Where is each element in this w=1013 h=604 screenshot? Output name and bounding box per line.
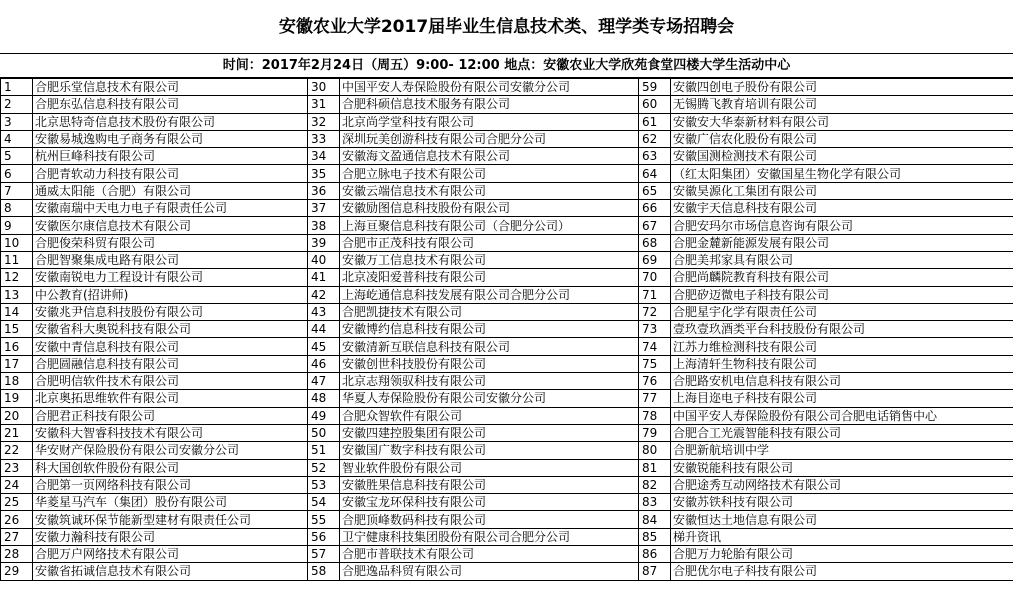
row-number-cell[interactable]: 14 bbox=[1, 303, 33, 320]
company-cell[interactable]: 合肥第一页网络科技有限公司 bbox=[33, 476, 308, 493]
row-number-cell[interactable]: 10 bbox=[1, 234, 33, 251]
row-number-cell[interactable]: 17 bbox=[1, 355, 33, 372]
row-number-cell[interactable]: 29 bbox=[1, 563, 33, 580]
table-row bbox=[1, 338, 1013, 355]
row-number-cell[interactable]: 54 bbox=[308, 494, 340, 511]
company-cell[interactable]: 合肥优尔电子科技有限公司 bbox=[671, 563, 1013, 580]
company-cell[interactable]: 安徽南锐电力工程设计有限公司 bbox=[33, 269, 308, 286]
company-cell[interactable]: 安徽创世科技股份有限公司 bbox=[340, 355, 639, 372]
company-cell[interactable]: 合肥智聚集成电路有限公司 bbox=[33, 251, 308, 268]
company-cell[interactable]: 安徽宇天信息科技有限公司 bbox=[671, 200, 1013, 217]
row-number-cell[interactable]: 37 bbox=[308, 200, 340, 217]
company-cell[interactable]: 江苏力维检测科技有限公司 bbox=[671, 338, 1013, 355]
row-number-cell[interactable]: 23 bbox=[1, 459, 33, 476]
table-row bbox=[1, 373, 1013, 390]
table-row bbox=[1, 355, 1013, 372]
row-number-cell[interactable]: 45 bbox=[308, 338, 340, 355]
company-cell[interactable]: 中国平安人寿保险股份有限公司合肥电话销售中心 bbox=[671, 407, 1013, 424]
row-number-cell[interactable]: 81 bbox=[639, 459, 671, 476]
company-cell[interactable]: 合肥合工光震智能科技有限公司 bbox=[671, 424, 1013, 441]
company-cell[interactable]: 梯升资讯 bbox=[671, 528, 1013, 545]
company-cell[interactable]: 杭州巨峰科技有限公司 bbox=[33, 148, 308, 165]
row-number-cell[interactable]: 85 bbox=[639, 528, 671, 545]
row-number-cell[interactable]: 52 bbox=[308, 459, 340, 476]
row-number-cell[interactable]: 31 bbox=[308, 96, 340, 113]
company-cell[interactable]: 北京思特奇信息技术股份有限公司 bbox=[33, 113, 308, 130]
table-row bbox=[1, 424, 1013, 441]
row-number-cell[interactable]: 32 bbox=[308, 113, 340, 130]
row-number-cell[interactable]: 74 bbox=[639, 338, 671, 355]
table-row bbox=[1, 148, 1013, 165]
row-number-cell[interactable]: 51 bbox=[308, 442, 340, 459]
company-cell[interactable]: 合肥东弘信息科技有限公司 bbox=[33, 96, 308, 113]
company-cell[interactable]: 安徽南瑞中天电力电子有限责任公司 bbox=[33, 200, 308, 217]
company-cell[interactable]: 安徽省科大奥锐科技有限公司 bbox=[33, 321, 308, 338]
row-number-cell[interactable]: 84 bbox=[639, 511, 671, 528]
row-number-cell[interactable]: 63 bbox=[639, 148, 671, 165]
table-row bbox=[1, 303, 1013, 320]
row-number-cell[interactable]: 50 bbox=[308, 424, 340, 441]
row-number-cell[interactable]: 6 bbox=[1, 165, 33, 182]
table-row bbox=[1, 528, 1013, 545]
company-cell[interactable]: 安徽力瀚科技有限公司 bbox=[33, 528, 308, 545]
company-cell[interactable]: 合肥乐堂信息技术有限公司 bbox=[33, 79, 308, 96]
company-cell[interactable]: 安徽国测检测技术有限公司 bbox=[671, 148, 1013, 165]
table-row bbox=[1, 79, 1013, 96]
table-row bbox=[1, 546, 1013, 563]
company-cell[interactable]: 合肥尚麟院教育科技有限公司 bbox=[671, 269, 1013, 286]
company-cell[interactable]: 合肥安玛尔市场信息咨询有限公司 bbox=[671, 217, 1013, 234]
company-cell[interactable]: 无锡腾飞教育培训有限公司 bbox=[671, 96, 1013, 113]
company-cell[interactable]: 通威太阳能（合肥）有限公司 bbox=[33, 182, 308, 199]
row-number-cell[interactable]: 1 bbox=[1, 79, 33, 96]
company-cell[interactable]: 合肥星宇化学有限责任公司 bbox=[671, 303, 1013, 320]
company-cell[interactable]: 安徽万工信息技术有限公司 bbox=[340, 251, 639, 268]
company-cell[interactable]: 安徽四创电子股份有限公司 bbox=[671, 79, 1013, 96]
row-number-cell[interactable]: 4 bbox=[1, 130, 33, 147]
row-number-cell[interactable]: 64 bbox=[639, 165, 671, 182]
company-cell[interactable]: 北京志翔领驭科技有限公司 bbox=[340, 373, 639, 390]
table-row bbox=[1, 442, 1013, 459]
table-row bbox=[1, 511, 1013, 528]
row-number-cell[interactable]: 20 bbox=[1, 407, 33, 424]
company-cell[interactable]: 安徽易城逸购电子商务有限公司 bbox=[33, 130, 308, 147]
row-number-cell[interactable]: 40 bbox=[308, 251, 340, 268]
table-row bbox=[1, 407, 1013, 424]
company-cell[interactable]: 上海屹通信息科技发展有限公司合肥分公司 bbox=[340, 286, 639, 303]
company-cell[interactable]: 合肥逸品科贸有限公司 bbox=[340, 563, 639, 580]
company-cell[interactable]: 科大国创软件股份有限公司 bbox=[33, 459, 308, 476]
row-number-cell[interactable]: 62 bbox=[639, 130, 671, 147]
row-number-cell[interactable]: 2 bbox=[1, 96, 33, 113]
row-number-cell[interactable]: 21 bbox=[1, 424, 33, 441]
sheet-title: 安徽农业大学2017届毕业生信息技术类、理学类专场招聘会 bbox=[0, 0, 1013, 54]
table-row bbox=[1, 494, 1013, 511]
company-cell[interactable]: 安徽兆尹信息科技股份有限公司 bbox=[33, 303, 308, 320]
table-row bbox=[1, 476, 1013, 493]
row-number-cell[interactable]: 49 bbox=[308, 407, 340, 424]
company-cell[interactable]: 合肥俊荣科贸有限公司 bbox=[33, 234, 308, 251]
row-number-cell[interactable]: 42 bbox=[308, 286, 340, 303]
company-cell[interactable]: 安徽安大华泰新材料有限公司 bbox=[671, 113, 1013, 130]
company-cell[interactable]: 合肥顶峰数码科技有限公司 bbox=[340, 511, 639, 528]
row-number-cell[interactable]: 76 bbox=[639, 373, 671, 390]
company-cell[interactable]: 安徽清新互联信息科技有限公司 bbox=[340, 338, 639, 355]
row-number-cell[interactable]: 7 bbox=[1, 182, 33, 199]
row-number-cell[interactable]: 78 bbox=[639, 407, 671, 424]
company-cell[interactable]: 上海目迩电子科技有限公司 bbox=[671, 390, 1013, 407]
sheet-subtitle: 时间：2017年2月24日（周五）9:00- 12:00 地点：安徽农业大学欣苑食堂四楼大学生活动中心 bbox=[0, 54, 1013, 78]
company-cell[interactable]: 安徽筑诚环保节能新型建材有限责任公司 bbox=[33, 511, 308, 528]
table-row bbox=[1, 130, 1013, 147]
company-cell[interactable]: 合肥众智软件有限公司 bbox=[340, 407, 639, 424]
company-cell[interactable]: 合肥科硕信息技术服务有限公司 bbox=[340, 96, 639, 113]
row-number-cell[interactable]: 67 bbox=[639, 217, 671, 234]
row-number-cell[interactable]: 69 bbox=[639, 251, 671, 268]
row-number-cell[interactable]: 11 bbox=[1, 251, 33, 268]
company-cell[interactable]: （红太阳集团）安徽国星生物化学有限公司 bbox=[671, 165, 1013, 182]
company-cell[interactable]: 安徽励图信息科技股份有限公司 bbox=[340, 200, 639, 217]
row-number-cell[interactable]: 9 bbox=[1, 217, 33, 234]
company-cell[interactable]: 华菱星马汽车（集团）股份有限公司 bbox=[33, 494, 308, 511]
company-cell[interactable]: 北京尚学堂科技有限公司 bbox=[340, 113, 639, 130]
table-row bbox=[1, 459, 1013, 476]
row-number-cell[interactable]: 34 bbox=[308, 148, 340, 165]
company-cell[interactable]: 安徽恒达土地信息有限公司 bbox=[671, 511, 1013, 528]
company-cell[interactable]: 中公教育(招讲师) bbox=[33, 286, 308, 303]
row-number-cell[interactable]: 57 bbox=[308, 546, 340, 563]
company-cell[interactable]: 卫宁健康科技集团股份有限公司合肥分公司 bbox=[340, 528, 639, 545]
table-row bbox=[1, 251, 1013, 268]
company-cell[interactable]: 合肥凯捷技术有限公司 bbox=[340, 303, 639, 320]
table-row bbox=[1, 234, 1013, 251]
row-number-cell[interactable]: 5 bbox=[1, 148, 33, 165]
row-number-cell[interactable]: 47 bbox=[308, 373, 340, 390]
company-cell[interactable]: 安徽胜果信息科技有限公司 bbox=[340, 476, 639, 493]
company-cell[interactable]: 安徽云端信息技术有限公司 bbox=[340, 182, 639, 199]
row-number-cell[interactable]: 38 bbox=[308, 217, 340, 234]
row-number-cell[interactable]: 79 bbox=[639, 424, 671, 441]
row-number-cell[interactable]: 70 bbox=[639, 269, 671, 286]
company-cell[interactable]: 合肥市正茂科技有限公司 bbox=[340, 234, 639, 251]
row-number-cell[interactable]: 46 bbox=[308, 355, 340, 372]
company-cell[interactable]: 安徽锐能科技有限公司 bbox=[671, 459, 1013, 476]
company-cell[interactable]: 中国平安人寿保险股份有限公司安徽分公司 bbox=[340, 79, 639, 96]
row-number-cell[interactable]: 75 bbox=[639, 355, 671, 372]
company-cell[interactable]: 安徽苏铁科技有限公司 bbox=[671, 494, 1013, 511]
row-number-cell[interactable]: 35 bbox=[308, 165, 340, 182]
company-cell[interactable]: 安徽广信农化股份有限公司 bbox=[671, 130, 1013, 147]
row-number-cell[interactable]: 86 bbox=[639, 546, 671, 563]
company-cell[interactable]: 华夏人寿保险股份有限公司安徽分公司 bbox=[340, 390, 639, 407]
row-number-cell[interactable]: 15 bbox=[1, 321, 33, 338]
row-number-cell[interactable]: 72 bbox=[639, 303, 671, 320]
company-cell[interactable]: 安徽四建控股集团有限公司 bbox=[340, 424, 639, 441]
row-number-cell[interactable]: 39 bbox=[308, 234, 340, 251]
row-number-cell[interactable]: 61 bbox=[639, 113, 671, 130]
row-number-cell[interactable]: 83 bbox=[639, 494, 671, 511]
company-cell[interactable]: 北京凌阳爱普科技有限公司 bbox=[340, 269, 639, 286]
company-table bbox=[0, 78, 1013, 581]
table-row bbox=[1, 286, 1013, 303]
company-cell[interactable]: 安徽省拓诚信息技术有限公司 bbox=[33, 563, 308, 580]
company-cell[interactable]: 合肥市普联技术有限公司 bbox=[340, 546, 639, 563]
company-cell[interactable]: 合肥金麓新能源发展有限公司 bbox=[671, 234, 1013, 251]
row-number-cell[interactable]: 73 bbox=[639, 321, 671, 338]
row-number-cell[interactable]: 33 bbox=[308, 130, 340, 147]
company-cell[interactable]: 上海清轩生物科技有限公司 bbox=[671, 355, 1013, 372]
company-cell[interactable]: 智业软件股份有限公司 bbox=[340, 459, 639, 476]
company-cell[interactable]: 合肥万力轮胎有限公司 bbox=[671, 546, 1013, 563]
company-cell[interactable]: 华安财产保险股份有限公司安徽分公司 bbox=[33, 442, 308, 459]
row-number-cell[interactable]: 22 bbox=[1, 442, 33, 459]
row-number-cell[interactable]: 13 bbox=[1, 286, 33, 303]
row-number-cell[interactable]: 80 bbox=[639, 442, 671, 459]
row-number-cell[interactable]: 77 bbox=[639, 390, 671, 407]
row-number-cell[interactable]: 36 bbox=[308, 182, 340, 199]
table-row bbox=[1, 182, 1013, 199]
company-cell[interactable]: 壹玖壹玖酒类平台科技股份有限公司 bbox=[671, 321, 1013, 338]
company-cell[interactable]: 安徽海文盈通信息技术有限公司 bbox=[340, 148, 639, 165]
company-cell[interactable]: 深圳玩美创游科技有限公司合肥分公司 bbox=[340, 130, 639, 147]
row-number-cell[interactable]: 28 bbox=[1, 546, 33, 563]
table-row bbox=[1, 390, 1013, 407]
company-cell[interactable]: 安徽中青信息科技有限公司 bbox=[33, 338, 308, 355]
row-number-cell[interactable]: 48 bbox=[308, 390, 340, 407]
row-number-cell[interactable]: 3 bbox=[1, 113, 33, 130]
company-cell[interactable]: 安徽医尔康信息技术有限公司 bbox=[33, 217, 308, 234]
row-number-cell[interactable]: 19 bbox=[1, 390, 33, 407]
company-cell[interactable]: 北京奥拓思维软件有限公司 bbox=[33, 390, 308, 407]
table-row bbox=[1, 113, 1013, 130]
row-number-cell[interactable]: 82 bbox=[639, 476, 671, 493]
company-cell[interactable]: 安徽博约信息科技有限公司 bbox=[340, 321, 639, 338]
company-table-body bbox=[1, 79, 1013, 581]
row-number-cell[interactable]: 53 bbox=[308, 476, 340, 493]
row-number-cell[interactable]: 44 bbox=[308, 321, 340, 338]
table-row bbox=[1, 321, 1013, 338]
row-number-cell[interactable]: 66 bbox=[639, 200, 671, 217]
company-cell[interactable]: 安徽科大智睿科技技术有限公司 bbox=[33, 424, 308, 441]
company-cell[interactable]: 合肥新航培训中学 bbox=[671, 442, 1013, 459]
row-number-cell[interactable]: 59 bbox=[639, 79, 671, 96]
company-cell[interactable]: 合肥路安机电信息科技有限公司 bbox=[671, 373, 1013, 390]
company-cell[interactable]: 安徽国广数字科技有限公司 bbox=[340, 442, 639, 459]
table-row bbox=[1, 165, 1013, 182]
company-cell[interactable]: 合肥途秀互动网络技术有限公司 bbox=[671, 476, 1013, 493]
company-cell[interactable]: 合肥立脉电子技术有限公司 bbox=[340, 165, 639, 182]
company-cell[interactable]: 合肥青软动力科技有限公司 bbox=[33, 165, 308, 182]
row-number-cell[interactable]: 8 bbox=[1, 200, 33, 217]
row-number-cell[interactable]: 25 bbox=[1, 494, 33, 511]
row-number-cell[interactable]: 87 bbox=[639, 563, 671, 580]
table-row bbox=[1, 200, 1013, 217]
row-number-cell[interactable]: 16 bbox=[1, 338, 33, 355]
company-cell[interactable]: 合肥万户网络技术有限公司 bbox=[33, 546, 308, 563]
row-number-cell[interactable]: 41 bbox=[308, 269, 340, 286]
company-cell[interactable]: 上海亘聚信息科技有限公司（合肥分公司） bbox=[340, 217, 639, 234]
row-number-cell[interactable]: 18 bbox=[1, 373, 33, 390]
company-cell[interactable]: 合肥美邦家具有限公司 bbox=[671, 251, 1013, 268]
row-number-cell[interactable]: 56 bbox=[308, 528, 340, 545]
table-row bbox=[1, 563, 1013, 580]
row-number-cell[interactable]: 30 bbox=[308, 79, 340, 96]
table-row bbox=[1, 96, 1013, 113]
company-cell[interactable]: 安徽昊源化工集团有限公司 bbox=[671, 182, 1013, 199]
row-number-cell[interactable]: 55 bbox=[308, 511, 340, 528]
row-number-cell[interactable]: 24 bbox=[1, 476, 33, 493]
row-number-cell[interactable]: 60 bbox=[639, 96, 671, 113]
company-cell[interactable]: 合肥明信软件技术有限公司 bbox=[33, 373, 308, 390]
row-number-cell[interactable]: 68 bbox=[639, 234, 671, 251]
row-number-cell[interactable]: 12 bbox=[1, 269, 33, 286]
row-number-cell[interactable]: 65 bbox=[639, 182, 671, 199]
company-cell[interactable]: 合肥矽迈微电子科技有限公司 bbox=[671, 286, 1013, 303]
company-cell[interactable]: 合肥圆融信息科技有限公司 bbox=[33, 355, 308, 372]
company-cell[interactable]: 安徽宝龙环保科技有限公司 bbox=[340, 494, 639, 511]
company-cell[interactable]: 合肥君正科技有限公司 bbox=[33, 407, 308, 424]
table-row bbox=[1, 269, 1013, 286]
table-row bbox=[1, 217, 1013, 234]
row-number-cell[interactable]: 43 bbox=[308, 303, 340, 320]
row-number-cell[interactable]: 27 bbox=[1, 528, 33, 545]
row-number-cell[interactable]: 71 bbox=[639, 286, 671, 303]
row-number-cell[interactable]: 58 bbox=[308, 563, 340, 580]
row-number-cell[interactable]: 26 bbox=[1, 511, 33, 528]
